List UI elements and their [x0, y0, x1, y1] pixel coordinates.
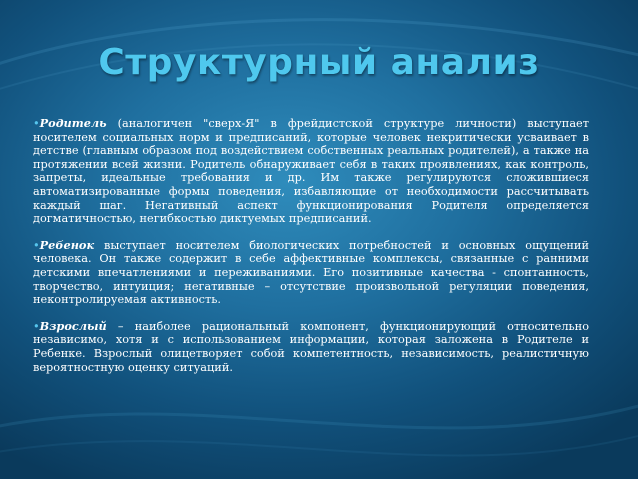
- bullet-icon: •: [33, 238, 40, 252]
- paragraph-parent: [33, 117, 589, 226]
- term-child: Ребенок: [39, 237, 95, 252]
- paragraph-text: (аналогичен "сверх-Я" в фрейдистской структуре личности) выступает носителем социальных норм и предписаний, которые человек некритически усваивает в детстве (главным образом под воздействием собственных реальных родителей), а также на протяжении всей жизни. Родитель обнаруживает себя в таких проявлениях, как контроль, запреты, идеальные требования и др. Им также регулируются сложившиеся автоматизированные формы поведения, избавляющие от необходимости рассчитывать каждый шаг. Негативный аспект функционирования Родителя определяется догматичностью, негибкостью диктуемых предписаний.: [33, 117, 589, 226]
- term-adult: Взрослый: [39, 318, 107, 333]
- paragraph-text: выступает носителем биологических потребностей и основных ощущений человека. Он также содержит в себе аффективные комплексы, связанные с ранними детскими впечатлениями и переживаниями. Его позитивные качества - спонтанность, творчество, интуиция; негативные – отсутствие произвольной регуляции поведения, неконтролируемая активность.: [33, 238, 589, 307]
- paragraph-adult: [33, 320, 589, 374]
- slide-title: Структурный анализ: [98, 42, 540, 83]
- term-parent: Родитель: [39, 116, 107, 130]
- slide-body: [33, 117, 589, 387]
- paragraph-child: [33, 239, 589, 307]
- paragraph-text: – наиболее рациональный компонент, функционирующий относительно независимо, хотя и с использованием информации, которая заложена в Родителе и Ребенке. Взрослый олицетворяет собой компетентность, независимость, реалистичную вероятностную оценку ситуаций.: [33, 319, 589, 374]
- bullet-icon: •: [33, 319, 40, 333]
- bullet-icon: •: [33, 117, 40, 130]
